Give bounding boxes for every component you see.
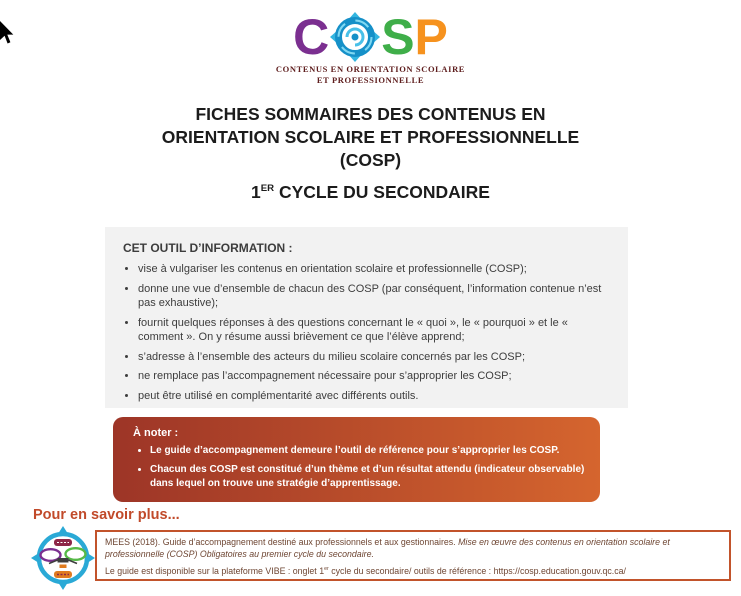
note-bullet-list <box>133 444 590 491</box>
logo-caption-line1: CONTENUS EN ORIENTATION SCOLAIRE <box>275 64 466 74</box>
note-bullet: • Chacun des COSP est constitué d’un thème et d’un résultat attendu (indicateur observable) dans lequel on trouve une stratégie d’apprentissage. <box>150 463 590 491</box>
reference-availability <box>105 565 721 577</box>
cosp-o-compass-icon <box>330 12 380 62</box>
logo-letter-c: C <box>293 9 330 65</box>
info-bullet: • ne remplace pas l’accompagnement nécessaire pour s’approprier les COSP; <box>138 369 614 384</box>
info-bullet: • vise à vulgariser les contenus en orientation scolaire et professionnelle (COSP); <box>138 262 614 277</box>
reference-ordinal-sup: er <box>324 565 329 572</box>
reference-box <box>95 530 731 581</box>
subtitle-ordinal-sup: ER <box>260 183 275 195</box>
document-title-line2: ORIENTATION SCOLAIRE ET PROFESSIONNELLE <box>161 127 580 147</box>
document-title-line3: (COSP) <box>339 150 402 170</box>
document-title-line1: FICHES SOMMAIRES DES CONTENUS EN <box>195 104 546 124</box>
reference-availability-text: Le guide est disponible sur la plateforme VIBE : onglet 1 <box>105 565 325 576</box>
reference-citation-author: MEES (2018). Guide d’accompagnement destiné aux professionnels et aux gestionnaires. <box>105 537 459 547</box>
cosp-logo-word <box>0 9 741 65</box>
subtitle-number: 1 <box>251 182 261 202</box>
logo-caption-line2: ET PROFESSIONNELLE <box>316 75 425 86</box>
document-title <box>0 103 741 172</box>
info-box-heading: CET OUTIL D’INFORMATION : <box>123 241 293 255</box>
mouse-cursor-arrow-icon <box>0 21 16 51</box>
info-bullet: • donne une vue d’ensemble de chacun des COSP (par conséquent, l’information contenue n’est pas exhaustive); <box>138 282 614 311</box>
reference-url[interactable]: cycle du secondaire/ outils de référence : https://cosp.education.gouv.qc.ca/ <box>328 565 626 576</box>
info-bullet: • peut être utilisé en complémentarité avec différents outils. <box>138 389 614 404</box>
logo-letter-s: S <box>381 9 415 65</box>
logo-caption <box>0 64 741 87</box>
note-bullet: • Le guide d’accompagnement demeure l’outil de référence pour s’approprier les COSP. <box>150 444 590 458</box>
reference-citation <box>105 536 721 561</box>
reference-citation-title: Mise en œuvre des contenus en orientation scolaire et professionnelle (COSP) Obligatoires au premier cycle du secondaire. <box>105 537 670 560</box>
learn-more-heading: Pour en savoir plus... <box>33 507 180 523</box>
document-subtitle <box>0 182 741 203</box>
info-box <box>105 227 628 408</box>
logo-letter-p: P <box>414 9 448 65</box>
note-box <box>113 417 600 502</box>
compass-speech-bubbles-icon <box>30 525 96 591</box>
note-box-heading: À noter : <box>133 427 179 439</box>
info-bullet: • fournit quelques réponses à des questions concernant le « quoi », le « pourquoi » et le « comment ». On y résume aussi brièvement ce que l’élève apprend; <box>138 316 614 345</box>
subtitle-rest: CYCLE DU SECONDAIRE <box>274 182 490 202</box>
cosp-logo <box>0 9 741 87</box>
info-bullet-list <box>105 262 628 403</box>
info-bullet: • s’adresse à l’ensemble des acteurs du milieu scolaire concernés par les COSP; <box>138 350 614 365</box>
